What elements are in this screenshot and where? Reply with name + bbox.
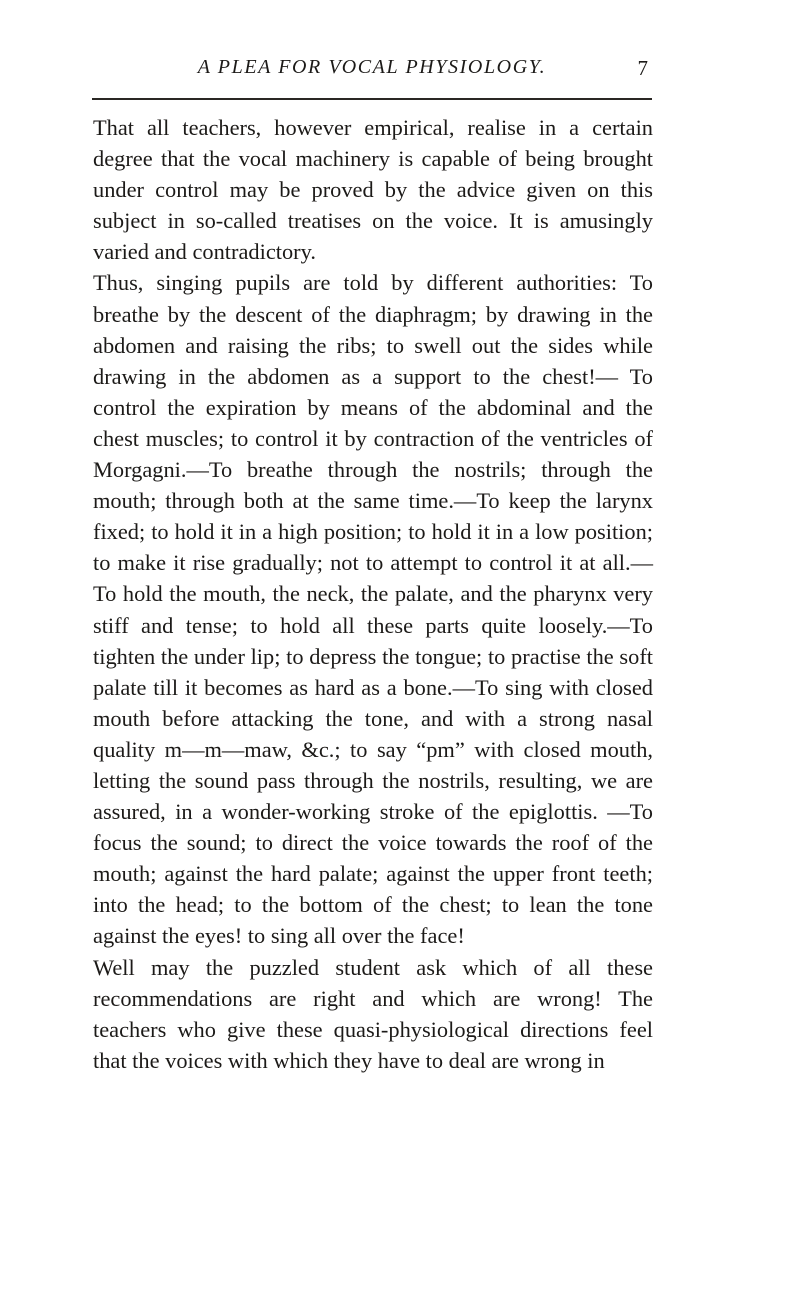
running-title: A PLEA FOR VOCAL PHYSIOLOGY.: [197, 56, 547, 78]
page-number: 7: [637, 56, 648, 80]
running-head: [92, 52, 652, 86]
paragraph-3: Well may the puzzled student ask which of all these recommendations are right and which are wrong! The teachers who give these quasi-physiological directions feel that the voices with which they have to deal are wrong in: [93, 954, 653, 1073]
body-text: [93, 112, 653, 1076]
header-rule: [92, 98, 652, 100]
paragraph-1: That all teachers, however empirical, realise in a certain degree that the vocal machinery is capable of being brought under control may be proved by the advice given on this subject in so-called treatises on the voice. It is amusingly varied and contradictory.: [93, 115, 653, 265]
paragraph-2: Thus, singing pupils are told by different authorities: To breathe by the descent of the diaphragm; by drawing in the abdomen and raising the ribs; to swell out the sides while drawing in the abdomen as a support to the chest!— To control the expiration by means of the abdominal and the chest muscles; to control it by contraction of the ventricles of Morgagni.—To breathe through the nostrils; through the mouth; through both at the same time.—To keep the larynx fixed; to hold it in a high position; to hold it in a low position; to make it rise gradually; not to attempt to control it at all.—To hold the mouth, the neck, the palate, and the pharynx very stiff and tense; to hold all these parts quite loosely.—To tighten the under lip; to depress the tongue; to practise the soft palate till it becomes as hard as a bone.—To sing with closed mouth before attacking the tone, and with a strong nasal quality m—m—maw, &c.; to say “pm” with closed mouth, letting the sound pass through the nostrils, resulting, we are assured, in a wonder-working stroke of the epiglottis. —To focus the sound; to direct the voice towards the roof of the mouth; against the hard palate; against the upper front teeth; into the head; to the bottom of the chest; to lean the tone against the eyes! to sing all over the face!: [93, 270, 653, 949]
